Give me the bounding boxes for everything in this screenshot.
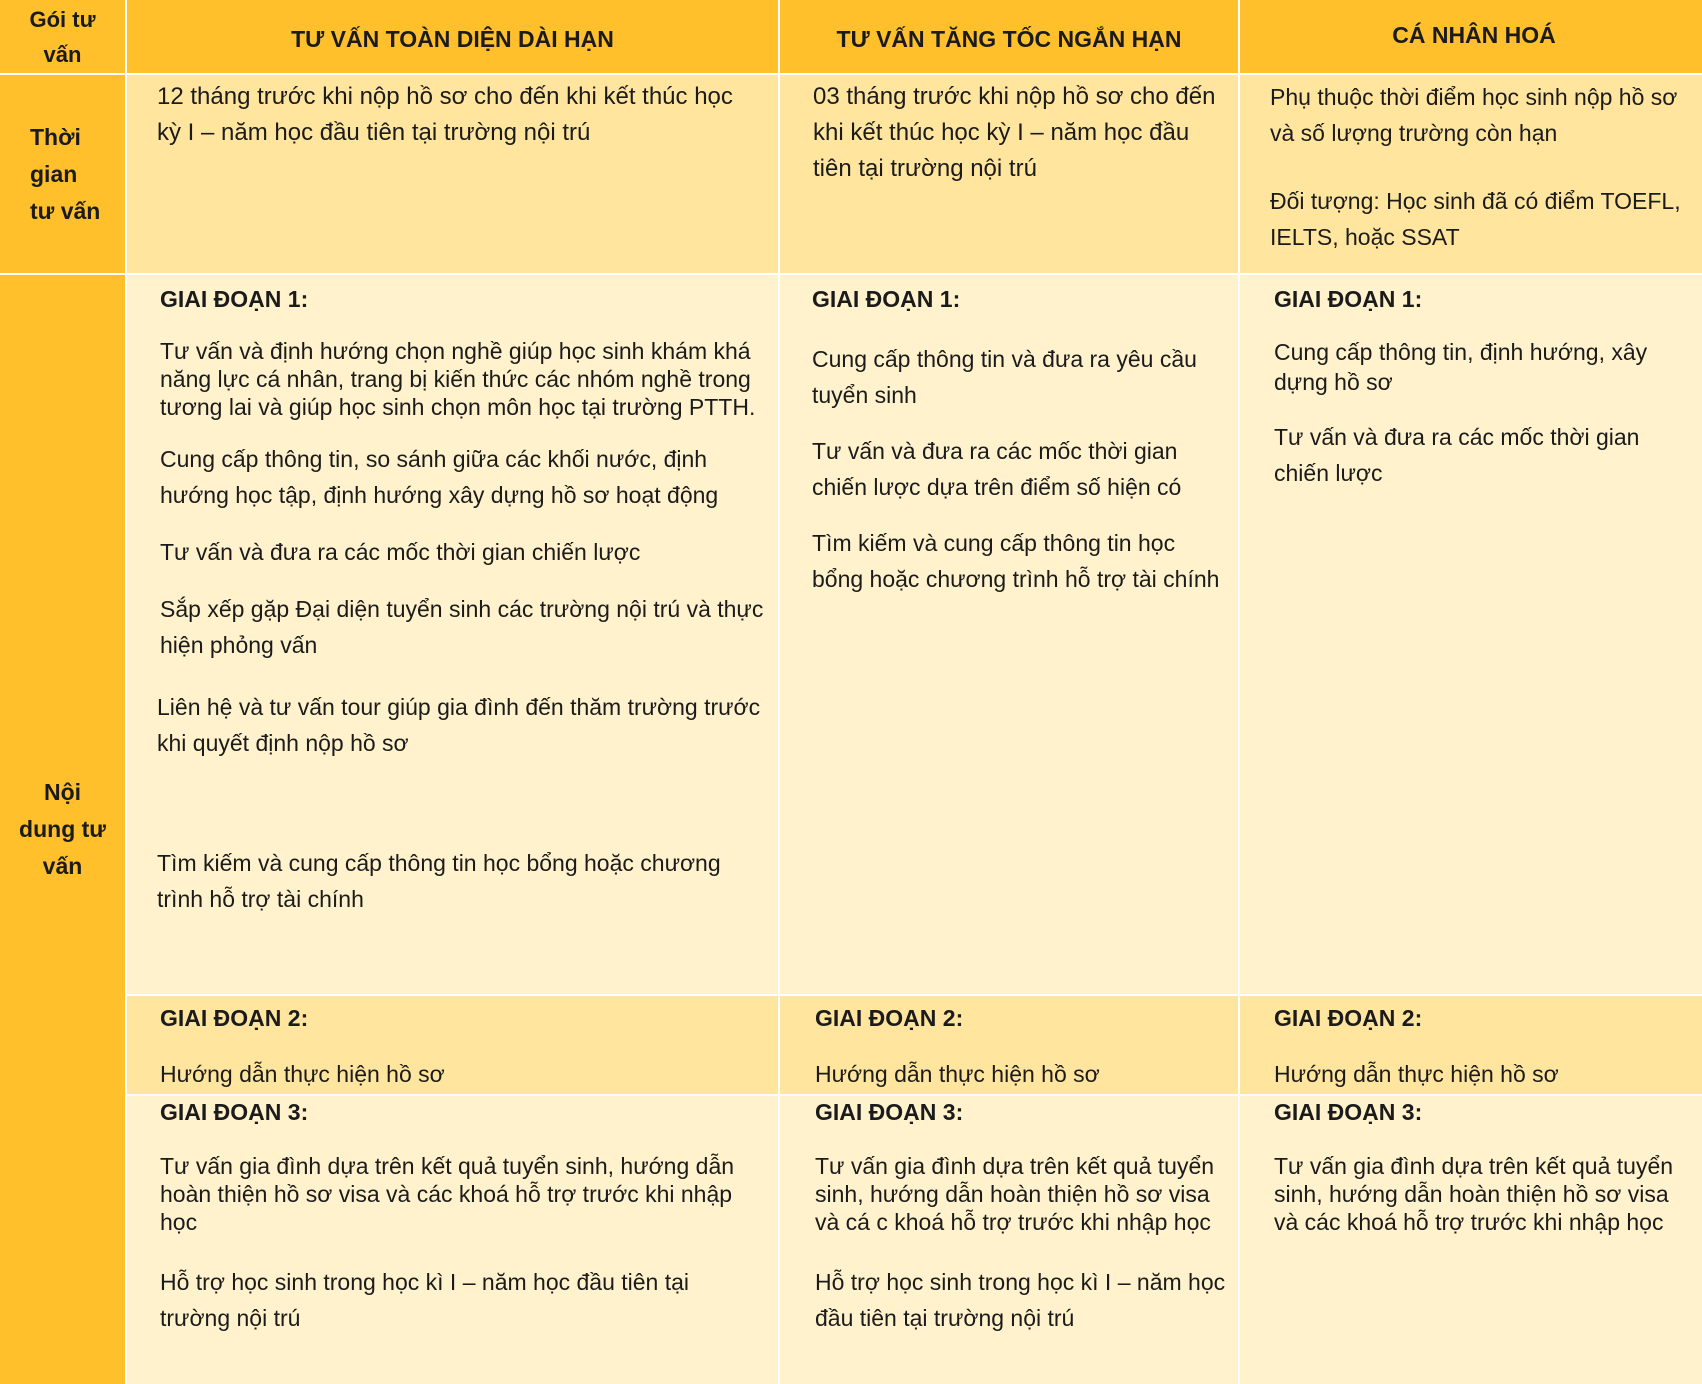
header-col-long-term: [127, 0, 778, 73]
stage3-short-term-item-2: Hỗ trợ học sinh trong học kì I – năm học đầu tiên tại trường nội trú: [815, 1269, 1226, 1331]
duration-short-term-text: 03 tháng trước khi nộp hồ sơ cho đến khi kết thúc học kỳ I – năm học đầu tiên tại trường nội trú: [813, 83, 1216, 182]
stage2-short-term: [780, 996, 1238, 1094]
header-col-short-term: [780, 0, 1238, 73]
header-corner-label: Gói tư vấn: [29, 6, 96, 67]
duration-long-term: [127, 75, 778, 273]
stage2-personalized: [1240, 996, 1702, 1094]
stage1-long-term-item-5: Liên hệ và tư vấn tour giúp gia đình đến thăm trường trước khi quyết định nộp hồ sơ: [157, 694, 761, 756]
stage1-long-term: [127, 275, 778, 994]
duration-short-term: [780, 75, 1238, 273]
stage2-long-term-text: Hướng dẫn thực hiện hồ sơ: [160, 1061, 445, 1087]
row-label-duration-text: Thời gian tư vấn: [30, 123, 101, 224]
stage2-short-term-text: Hướng dẫn thực hiện hồ sơ: [815, 1061, 1100, 1087]
stage3-long-term: [127, 1096, 778, 1384]
header-col-short-term-label: TƯ VẤN TĂNG TỐC NGẮN HẠN: [836, 26, 1182, 52]
stage1-personalized: [1240, 275, 1702, 994]
stage1-short-term-item-2: Tư vấn và đưa ra các mốc thời gian chiến lược dựa trên điểm số hiện có: [812, 438, 1182, 500]
stage1-personalized-item-2: Tư vấn và đưa ra các mốc thời gian chiến lược: [1274, 424, 1640, 486]
header-col-personalized-label: CÁ NHÂN HOÁ: [1392, 22, 1556, 48]
row-label-content: [0, 275, 125, 1384]
row-label-content-text: Nội dung tư vấn: [19, 779, 106, 879]
duration-personalized-text-2: Đối tượng: Học sinh đã có điểm TOEFL, IELTS, hoặc SSAT: [1270, 188, 1681, 250]
stage2-short-term-title: GIAI ĐOẠN 2:: [815, 1005, 964, 1031]
stage3-personalized-item-1: Tư vấn gia đình dựa trên kết quả tuyển sinh, hướng dẫn hoàn thiện hồ sơ visa và các khoá hỗ trợ trước khi nhập học: [1274, 1153, 1674, 1235]
stage1-short-term-item-3: Tìm kiếm và cung cấp thông tin học bổng hoặc chương trình hỗ trợ tài chính: [812, 530, 1220, 592]
stage2-personalized-text: Hướng dẫn thực hiện hồ sơ: [1274, 1061, 1559, 1087]
stage1-personalized-item-1: Cung cấp thông tin, định hướng, xây dựng hồ sơ: [1274, 339, 1648, 395]
duration-personalized: [1240, 75, 1702, 273]
row-label-duration: [0, 75, 125, 273]
stage3-personalized-title: GIAI ĐOẠN 3:: [1274, 1099, 1423, 1125]
stage1-long-term-item-1: Tư vấn và định hướng chọn nghề giúp học sinh khám khá năng lực cá nhân, trang bị kiến thức các nhóm nghề trong tương lai và giúp học sinh chọn môn học tại trường PTTH.: [160, 338, 756, 420]
stage1-long-term-title: GIAI ĐOẠN 1:: [160, 286, 309, 312]
duration-long-term-text: 12 tháng trước khi nộp hồ sơ cho đến khi kết thúc học kỳ I – năm học đầu tiên tại trường nội trú: [157, 83, 733, 146]
duration-personalized-text-1: Phụ thuộc thời điểm học sinh nộp hồ sơ và số lượng trường còn hạn: [1270, 84, 1678, 146]
stage3-personalized: [1240, 1096, 1702, 1384]
stage3-short-term-title: GIAI ĐOẠN 3:: [815, 1099, 964, 1125]
stage3-short-term: [780, 1096, 1238, 1384]
header-col-personalized: [1240, 0, 1702, 73]
stage3-long-term-title: GIAI ĐOẠN 3:: [160, 1099, 309, 1125]
stage3-long-term-item-1: Tư vấn gia đình dựa trên kết quả tuyển sinh, hướng dẫn hoàn thiện hồ sơ visa và các khoá hỗ trợ trước khi nhập học: [160, 1153, 735, 1235]
stage1-long-term-item-4: Sắp xếp gặp Đại diện tuyển sinh các trường nội trú và thực hiện phỏng vấn: [160, 596, 764, 658]
stage1-long-term-item-2: Cung cấp thông tin, so sánh giữa các khối nước, định hướng học tập, định hướng xây dựng hồ sơ hoạt động: [160, 446, 719, 508]
stage2-personalized-title: GIAI ĐOẠN 2:: [1274, 1005, 1423, 1031]
stage1-personalized-title: GIAI ĐOẠN 1:: [1274, 286, 1423, 312]
stage3-short-term-item-1: Tư vấn gia đình dựa trên kết quả tuyển sinh, hướng dẫn hoàn thiện hồ sơ visa và cá c khoá hỗ trợ trước khi nhập học: [815, 1153, 1215, 1235]
stage2-long-term: [127, 996, 778, 1094]
stage1-short-term: [780, 275, 1238, 994]
stage1-long-term-item-6: Tìm kiếm và cung cấp thông tin học bổng hoặc chương trình hỗ trợ tài chính: [157, 850, 721, 912]
stage3-long-term-item-2: Hỗ trợ học sinh trong học kì I – năm học đầu tiên tại trường nội trú: [160, 1269, 690, 1331]
header-corner: [0, 0, 125, 73]
stage1-long-term-item-3: Tư vấn và đưa ra các mốc thời gian chiến lược: [160, 539, 641, 565]
stage1-short-term-title: GIAI ĐOẠN 1:: [812, 286, 961, 312]
stage1-short-term-item-1: Cung cấp thông tin và đưa ra yêu cầu tuyển sinh: [812, 346, 1197, 408]
header-col-long-term-label: TƯ VẤN TOÀN DIỆN DÀI HẠN: [291, 26, 614, 52]
stage2-long-term-title: GIAI ĐOẠN 2:: [160, 1005, 309, 1031]
